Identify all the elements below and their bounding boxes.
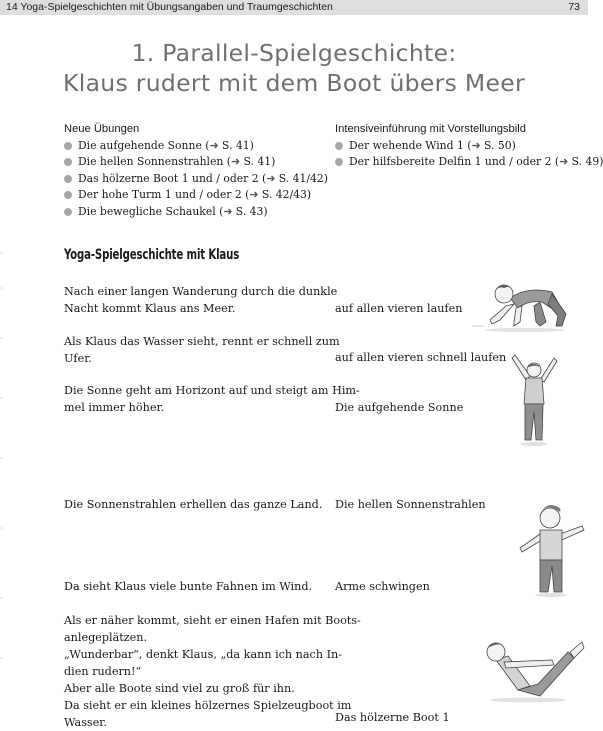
action-cue: auf allen vieren schnell laufen [335,351,507,364]
bullet-icon [64,158,72,166]
chapter-title-line-2: Klaus rudert mit dem Boot übers Meer [63,69,525,97]
bullet-icon [335,158,343,166]
intensive-intro-title: Intensiveinführung mit Vorstellungsbild [335,123,526,135]
story-paragraph: Als Klaus das Wasser sieht, rennt er schnell zum Ufer. [64,335,340,365]
story-paragraph: Die Sonnenstrahlen erhellen das ganze Land. [64,498,323,511]
list-item: Das hölzerne Boot 1 und / oder 2 (➜ S. 41/42) [64,171,328,188]
story-paragraph: Da sieht Klaus viele bunte Fahnen im Wind. [64,580,313,593]
bullet-icon [64,142,72,150]
chapter-title [0,38,588,98]
list-item: Die hellen Sonnenstrahlen (➜ S. 41) [64,154,328,171]
running-header [0,0,588,15]
arrow-right-icon: ➜ [209,138,219,152]
running-header-title: 14 Yoga-Spielgeschichten mit Übungsangaben und Traumgeschichten [6,1,333,13]
bullet-icon [64,191,72,199]
bullet-icon [64,208,72,216]
story-paragraph: Als er näher kommt, sieht er einen Hafen mit Boots- anlegeplätzen. „Wunderbar“, denkt Klaus, „da kann ich nach In- dien rudern!“ Aber alle Boote sind viel zu groß für ihn. Da sieht er ein kleines hölzernes Spielzeugboot im Wasser. [64,614,361,729]
arrow-right-icon: ➜ [230,155,241,169]
bullet-icon [335,142,343,150]
child-boat-pose-illustration [478,634,588,720]
page-edge-dots [0,248,3,668]
list-item: Der hilfsbereite Delfin 1 und / oder 2 (➜ S. 49) [335,154,603,171]
action-cue: Die aufgehende Sonne [335,401,464,414]
action-cue: Die hellen Sonnenstrahlen [335,498,486,511]
intensive-intro-list [335,138,603,171]
story-heading: Yoga-Spielgeschichte mit Klaus [64,247,240,263]
action-cue: Arme schwingen [335,580,430,593]
new-exercises-title: Neue Übungen [64,123,140,135]
arrow-right-icon: ➜ [223,204,233,218]
story-paragraph: Nach einer langen Wanderung durch die dunkle Nacht kommt Klaus ans Meer. [64,285,338,315]
action-cue: auf allen vieren laufen [335,302,463,315]
list-item: Die bewegliche Schaukel (➜ S. 43) [64,204,328,221]
action-cue: Das hölzerne Boot 1 [335,711,450,724]
list-item: Der hohe Turm 1 und / oder 2 (➜ S. 42/43) [64,187,328,204]
bullet-icon [64,175,72,183]
new-exercises-list [64,138,328,221]
intensive-intro-box [335,121,603,171]
child-arms-spread-illustration [516,500,588,600]
page-number: 73 [568,1,580,13]
child-arms-raised-illustration [506,350,562,450]
arrow-right-icon: ➜ [559,155,569,169]
new-exercises-box [64,121,328,221]
chapter-title-line-1: 1. Parallel-Spielgeschichte: [131,39,457,67]
arrow-right-icon: ➜ [471,138,481,152]
list-item: Der wehende Wind 1 (➜ S. 50) [335,138,603,155]
story-paragraph: Die Sonne geht am Horizont auf und steigt am Him- mel immer höher. [64,384,360,414]
arrow-right-icon: ➜ [266,171,276,185]
child-crawling-illustration [470,276,580,334]
list-item: Die aufgehende Sonne (➜ S. 41) [64,138,328,155]
arrow-right-icon: ➜ [249,188,259,202]
